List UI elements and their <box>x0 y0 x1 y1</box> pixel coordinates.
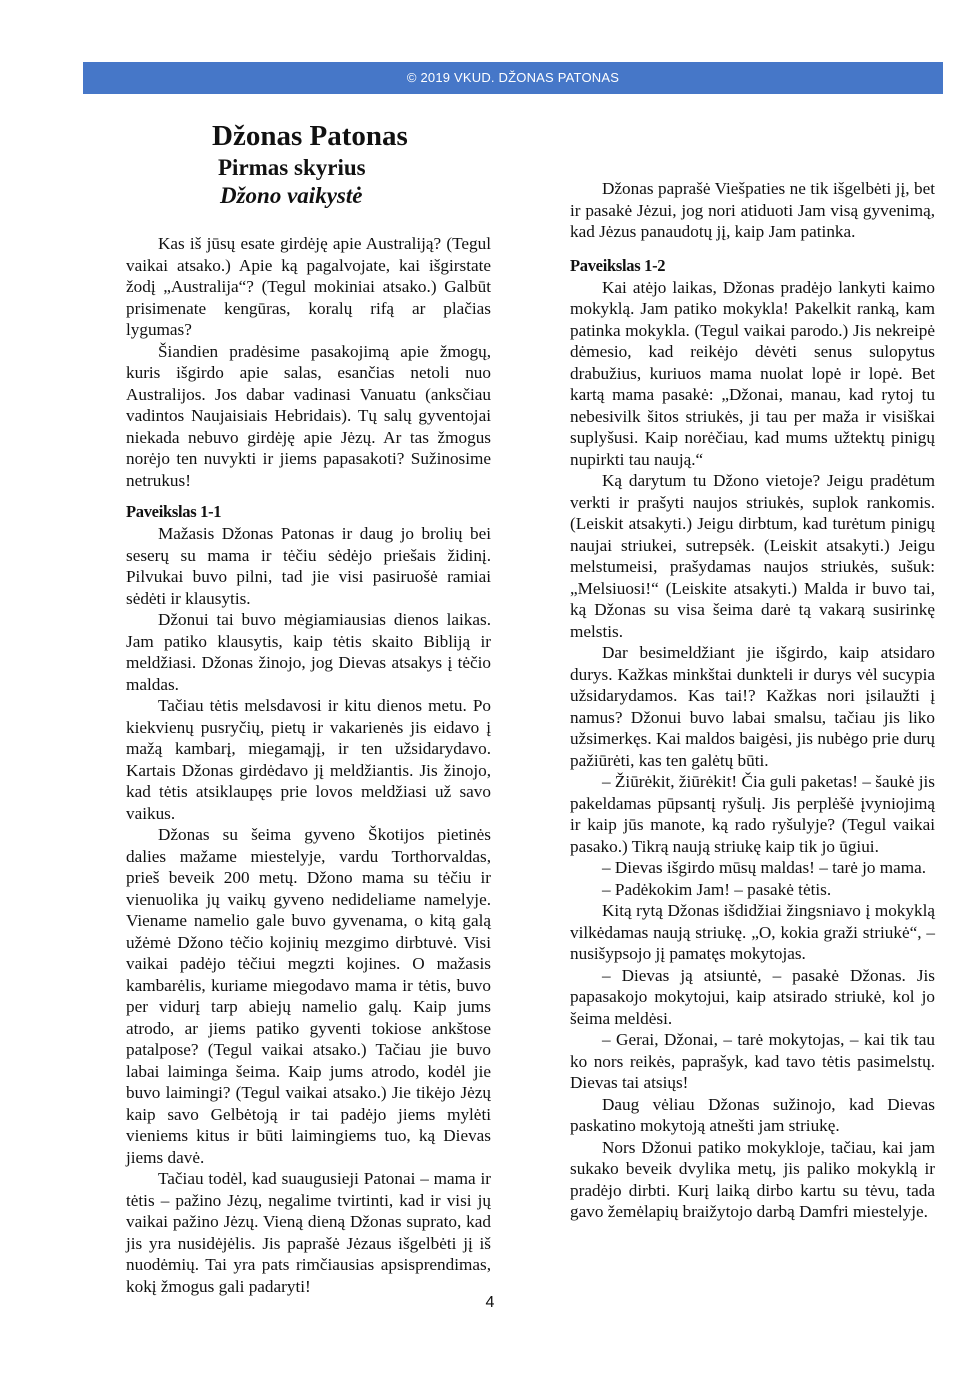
paragraph: – Gerai, Džonai, – tarė mokytojas, – kai tik tau ko nors reikės, paprašyk, kad tavo tėtis pasimelstų. Dievas tai atsiųs! <box>570 1030 935 1092</box>
right-column <box>570 178 935 1223</box>
paragraph: Nors Džonui patiko mokykloje, tačiau, kai jam sukako beveik dvylika metų, jis paliko mokyklą ir pradėjo dirbti. Kurį laiką dirbo kartu su tėvu, tada gavo žemėlapių braižytojo darbą Damfri miestelyje. <box>570 1137 935 1221</box>
paragraph: Džonui tai buvo mėgiamiausias dienos laikas. Jam patiko klausytis, kaip tėtis skaito Bibliją ir meldžiasi. Džonas žinojo, jog Dievas atsakys į tėčio maldas. <box>126 610 491 694</box>
title-block <box>212 118 532 210</box>
paragraph: – Padėkokim Jam! – pasakė tėtis. <box>602 879 832 899</box>
page-number: 4 <box>485 1294 495 1311</box>
paragraph: Kai atėjo laikas, Džonas pradėjo lankyti kaimo mokyklą. Jam patiko mokykla! Pakelkit ranką, kam patinka mokykla. (Tegul vaikai parodo.) Jis nekreipė dėmesio, kad reikėjo dėvėti senus sulopytus drabužius, kuriuos mama nuolat lopė ir lopė. Bet kartą mama pasakė: „Džonai, manau, kad rytoj tu nebesivilk šitos striukės, ji tau per maža ir visiškai suplyšusi. Kaip norėčiau, kad mums užtektų pinigų nupirkti tau naują.“ <box>570 277 935 469</box>
paragraph: Ką darytum tu Džono vietoje? Jeigu pradėtum verkti ir prašyti naujos striukės, suplok rankomis. (Leiskit atsakyti.) Jeigu dirbtum, kad turėtum pinigų naujai striukei, sutrepsėk. (Leiskit atsakyti.) Jeigu melstumeisi, prašydamas naujos striukės, sušuk: „Melsiuosi!“ (Leiskite atsakyti.) Malda ir buvo tai, ką Džonas su visa šeima darė tą vakarą susirinkę melstis. <box>570 471 935 641</box>
picture-heading: Paveikslas 1-2 <box>570 255 666 275</box>
paragraph: Šiandien pradėsime pasakojimą apie žmogų, kuris išgirdo apie salas, esančias netoli nuo Australijos. Jos dabar vadinasi Vanuatu (anksčiau vadintos Naujaisiais Hebridais). Tų salų gyventojai niekada nebuvo girdėję apie Jėzų. Ar tas žmogus norėjo ten nuvykti ir jiems papasakoti? Sužinosime netrukus! <box>126 341 491 490</box>
paragraph: Džonas su šeima gyveno Škotijos pietinės dalies mažame miestelyje, vardu Torthorvaldas, prieš beveik 200 metų. Džono mama su tėčiu ir vienuolika jų vaikų gyveno nedideliame namelyje. Viename namelio gale buvo gyvenama, o kitą galą užėmė Džono tėčio kojinių mezgimo dirbtuvė. Visi vaikai padėjo tėčiui megzti kojines. O mažasis kambarėlis, kuriame miegodavo mama ir tėtis, buvo per vidurį tarp abiejų namelio galų. Kaip jums atrodo, ar jiems patiko gyventi tokiose ankštose patalpose? (Tegul vaikai atsako.) Tačiau jie buvo labai laiminga šeima. Kaip jums atrodo, kodėl jie buvo laimingi? (Tegul vaikai atsako.) Jie tikėjo Jėzų kaip savo Gelbėtoją ir tai padėjo jiems mylėti vieniems kitus ir būti laimingiems tuo, ką Dievas jiems davė. <box>126 825 491 1167</box>
paragraph: Tačiau todėl, kad suaugusieji Patonai – mama ir tėtis – pažino Jėzų, negalime tvirtinti, kad ir visi jų vaikai pažino Jėzų. Vieną dieną Džonas suprato, kad jis yra nusidėjėlis. Jis paprašė Jėzaus išgelbėti jį iš nuodėmių. Tai yra pats rimčiausias apsisprendimas, kokį žmogus gali padaryti! <box>126 1169 491 1296</box>
paragraph: Daug vėliau Džonas sužinojo, kad Dievas paskatino mokytoją atnešti jam striukę. <box>570 1094 935 1135</box>
paragraph: – Dievas ją atsiuntė, – pasakė Džonas. Jis papasakojo mokytojui, kaip atsirado striukė, kol jo šeima meldėsi. <box>570 965 935 1028</box>
paragraph: Kas iš jūsų esate girdėję apie Australiją? (Tegul vaikai atsako.) Apie ką pagalvojate, kai išgirstate žodį „Australija“? (Tegul mokiniai atsako.) Galbūt prisimenate kengūras, koralų rifą ar plačias lygumas? <box>126 234 491 339</box>
paragraph: – Dievas išgirdo mūsų maldas! – tarė jo mama. <box>602 858 927 877</box>
paragraph: Tačiau tėtis melsdavosi ir kitu dienos metu. Po kiekvienų pusryčių, pietų ir vakarienės jis eidavo į mažą kambarį, miegamąjį, ir ten užsidarydavo. Kartais Džonas girdėdavo jį meldžiantis. Jis žinojo, kad tėtis atsiklaupęs prie lovos meldžiasi už savo vaikus. <box>126 696 491 823</box>
page-title: Džonas Patonas <box>212 120 408 152</box>
paragraph: Dar besimeldžiant jie išgirdo, kaip atsidaro durys. Kažkas minkštai dunkteli ir durys vėl sucypia užsidarydamos. Kas tai!? Kažkas nori įsilaužti į namus? Džonui buvo labai smalsu, tačiau jis liko užsimerkęs. Kai maldos baigėsi, jis nubėgo prie durų pažiūrėti, kas ten galėtų būti. <box>570 643 935 770</box>
picture-heading: Paveikslas 1-1 <box>126 502 222 521</box>
left-column <box>126 233 491 1297</box>
paragraph: Džonas paprašė Viešpaties ne tik išgelbėti jį, bet ir pasakė Jėzui, jog nori atiduoti Jam visą gyvenimą, kad Jėzus panaudotų jį, kaip Jam patinka. <box>570 179 935 241</box>
chapter-title: Pirmas skyrius <box>218 155 366 180</box>
header-banner: © 2019 VKUD. DŽONAS PATONAS <box>83 62 943 94</box>
chapter-subtitle: Džono vaikystė <box>220 183 363 208</box>
paragraph: Mažasis Džonas Patonas ir daug jo brolių bei seserų su mama ir tėčiu sėdėjo priešais židinį. Pilvukai buvo pilni, tad jie visi pasiruošė ramiai sėdėti ir klausytis. <box>126 524 491 608</box>
paragraph: – Žiūrėkit, žiūrėkit! Čia guli paketas! – šaukė jis pakeldamas pūpsantį ryšulį. Jis perplėšė įvyniojimą ir kaip jūs manote, ką rado ryšulyje? (Tegul vaikai pasako.) Tikrą naują striukę kaip tik jo ūgiui. <box>570 772 935 856</box>
paragraph: Kitą rytą Džonas išdidžiai žingsniavo į mokyklą vilkėdamas naują striukę. „O, kokia graži striukė“, – nusišypsojo jį pamatęs mokytojas. <box>570 901 935 963</box>
